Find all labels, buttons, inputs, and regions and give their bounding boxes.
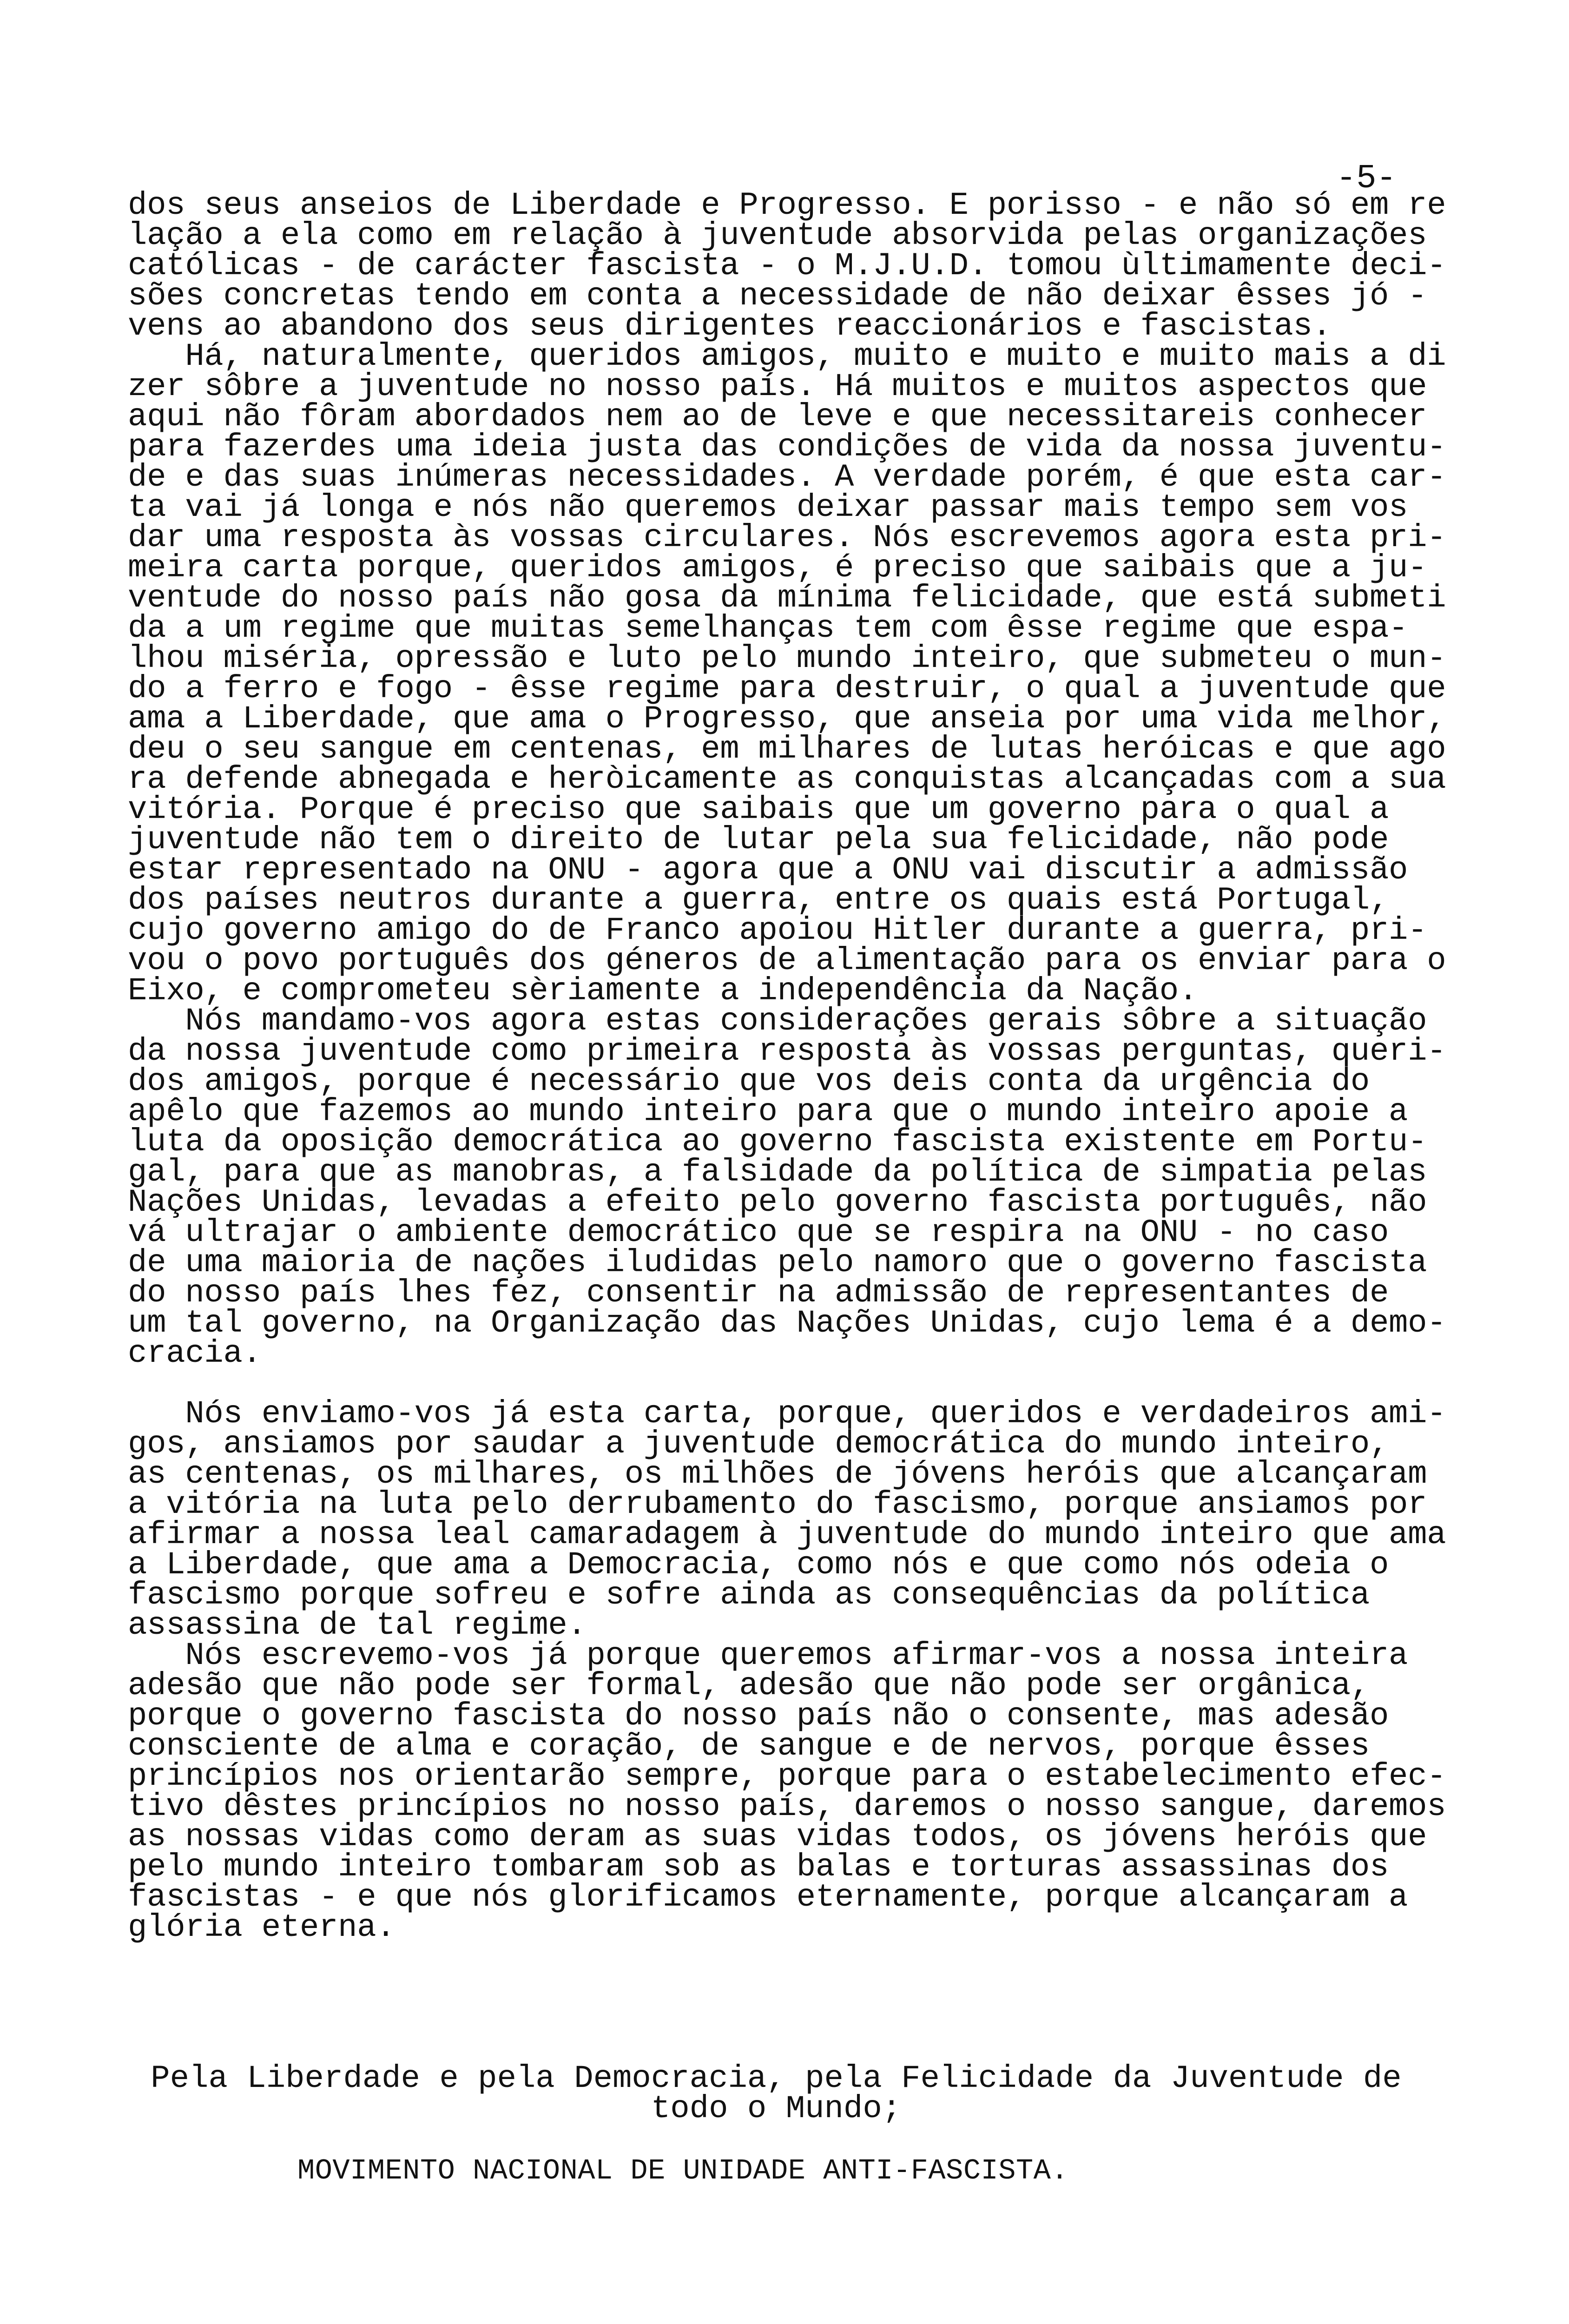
text-line: para fazerdes uma ideia justa das condições de vida da nossa juventu- (128, 429, 1446, 465)
text-line: ventude do nosso país não gosa da mínima felicidade, que está submeti (128, 580, 1446, 616)
letter-body (128, 187, 1446, 1946)
text-line: ama a Liberdade, que ama o Progresso, que anseia por uma vida melhor, (128, 701, 1446, 737)
closing-line: Pela Liberdade e pela Democracia, pela Felicidade da Juventude de (151, 2060, 1402, 2097)
signature: MOVIMENTO NACIONAL DE UNIDADE ANTI-FASCISTA. (297, 2154, 1069, 2187)
text-line: aqui não fôram abordados nem ao de leve e que necessitareis conhecer (128, 399, 1427, 435)
text-line: estar representado na ONU - agora que a ONU vai discutir a admissão (128, 852, 1408, 888)
text-line: glória eterna. (128, 1909, 396, 1946)
text-line: afirmar a nossa leal camaradagem à juventude do mundo inteiro que ama (128, 1517, 1446, 1553)
text-line: as centenas, os milhares, os milhões de jóvens heróis que alcançaram (128, 1456, 1427, 1492)
text-line: zer sôbre a juventude no nosso país. Há muitos e muitos aspectos que (128, 369, 1427, 405)
page-number: -5- (1336, 159, 1397, 198)
text-line: vá ultrajar o ambiente democrático que se respira na ONU - no caso (128, 1215, 1389, 1251)
text-line: adesão que não pode ser formal, adesão que não pode ser orgânica, (128, 1668, 1370, 1704)
text-line: de e das suas inúmeras necessidades. A verdade porém, é que esta car- (128, 459, 1446, 495)
text-line: juventude não tem o direito de lutar pela sua felicidade, não pode (128, 822, 1389, 858)
text-line: dos amigos, porque é necessário que vos deis conta da urgência do (128, 1063, 1370, 1100)
text-line: pelo mundo inteiro tombaram sob as balas e torturas assassinas dos (128, 1849, 1389, 1885)
text-line: deu o seu sangue em centenas, em milhares de lutas heróicas e que ago (128, 731, 1446, 767)
text-line: lhou miséria, opressão e luto pelo mundo inteiro, que submeteu o mun- (128, 640, 1446, 677)
text-line: Nós mandamo-vos agora estas considerações gerais sôbre a situação (128, 1003, 1427, 1039)
text-line: Nós escrevemo-vos já porque queremos afirmar-vos a nossa inteira (128, 1637, 1408, 1674)
text-line: cracia. (128, 1335, 262, 1372)
text-line: a vitória na luta pelo derrubamento do fascismo, porque ansiamos por (128, 1486, 1427, 1523)
text-line: princípios nos orientarão sempre, porque para o estabelecimento efec- (128, 1758, 1446, 1795)
text-line: ta vai já longa e nós não queremos deixar passar mais tempo sem vos (128, 489, 1408, 526)
text-line: assassina de tal regime. (128, 1607, 587, 1644)
closing-line: todo o Mundo; (651, 2091, 902, 2127)
text-line: tivo dêstes princípios no nosso país, daremos o nosso sangue, daremos (128, 1789, 1446, 1825)
text-line: da a um regime que muitas semelhanças tem com êsse regime que espa- (128, 610, 1408, 647)
text-line: Nós enviamo-vos já esta carta, porque, queridos e verdadeiros ami- (128, 1396, 1446, 1432)
text-line: do nosso país lhes fez, consentir na admissão de representantes de (128, 1275, 1389, 1311)
text-line: dar uma resposta às vossas circulares. Nós escrevemos agora esta pri- (128, 520, 1446, 556)
text-line: vitória. Porque é preciso que saibais que um governo para o qual a (128, 792, 1389, 828)
text-line: apêlo que fazemos ao mundo inteiro para que o mundo inteiro apoie a (128, 1094, 1408, 1130)
text-line: um tal governo, na Organização das Nações Unidas, cujo lema é a demo- (128, 1305, 1446, 1341)
text-line: vens ao abandono dos seus dirigentes reaccionários e fascistas. (128, 308, 1332, 344)
text-line: sões concretas tendo em conta a necessidade de não deixar êsses jó - (128, 278, 1427, 314)
text-line: fascistas - e que nós glorificamos eternamente, porque alcançaram a (128, 1879, 1408, 1915)
text-line: luta da oposição democrática ao governo fascista existente em Portu- (128, 1124, 1427, 1160)
text-line (128, 1369, 1411, 1399)
text-line: católicas - de carácter fascista - o M.J.U.D. tomou ùltimamente deci- (128, 248, 1446, 284)
text-line: gos, ansiamos por saudar a juventude democrática do mundo inteiro, (128, 1426, 1389, 1462)
text-line: Há, naturalmente, queridos amigos, muito e muito e muito mais a di (128, 338, 1446, 375)
text-line: porque o governo fascista do nosso país não o consente, mas adesão (128, 1698, 1389, 1734)
text-line: a Liberdade, que ama a Democracia, como nós e que como nós odeia o (128, 1547, 1389, 1583)
text-line: lação a ela como em relação à juventude absorvida pelas organizações (128, 218, 1427, 254)
text-line: Eixo, e comprometeu sèriamente a independência da Nação. (128, 973, 1198, 1009)
text-line: dos seus anseios de Liberdade e Progresso. E porisso - e não só em re (128, 187, 1446, 224)
text-line: consciente de alma e coração, de sangue e de nervos, porque êsses (128, 1728, 1370, 1764)
closing-salutation (135, 2060, 1417, 2127)
text-line: cujo governo amigo do de Franco apoiou Hitler durante a guerra, pri- (128, 912, 1427, 949)
text-line: fascismo porque sofreu e sofre ainda as consequências da política (128, 1577, 1370, 1613)
text-line: vou o povo português dos géneros de alimentação para os enviar para o (128, 943, 1446, 979)
text-line: Nações Unidas, levadas a efeito pelo governo fascista português, não (128, 1184, 1427, 1221)
text-line: dos países neutros durante a guerra, entre os quais está Portugal, (128, 882, 1389, 918)
text-line: de uma maioria de nações iludidas pelo namoro que o governo fascista (128, 1245, 1427, 1281)
text-line: da nossa juventude como primeira resposta às vossas perguntas, queri- (128, 1033, 1446, 1070)
text-line: ra defende abnegada e heròicamente as conquistas alcançadas com a sua (128, 761, 1446, 798)
text-line: as nossas vidas como deram as suas vidas todos, os jóvens heróis que (128, 1819, 1427, 1855)
text-line: gal, para que as manobras, a falsidade da política de simpatia pelas (128, 1154, 1427, 1190)
text-line: do a ferro e fogo - êsse regime para destruir, o qual a juventude que (128, 671, 1446, 707)
text-line: meira carta porque, queridos amigos, é preciso que saibais que a ju- (128, 550, 1427, 586)
